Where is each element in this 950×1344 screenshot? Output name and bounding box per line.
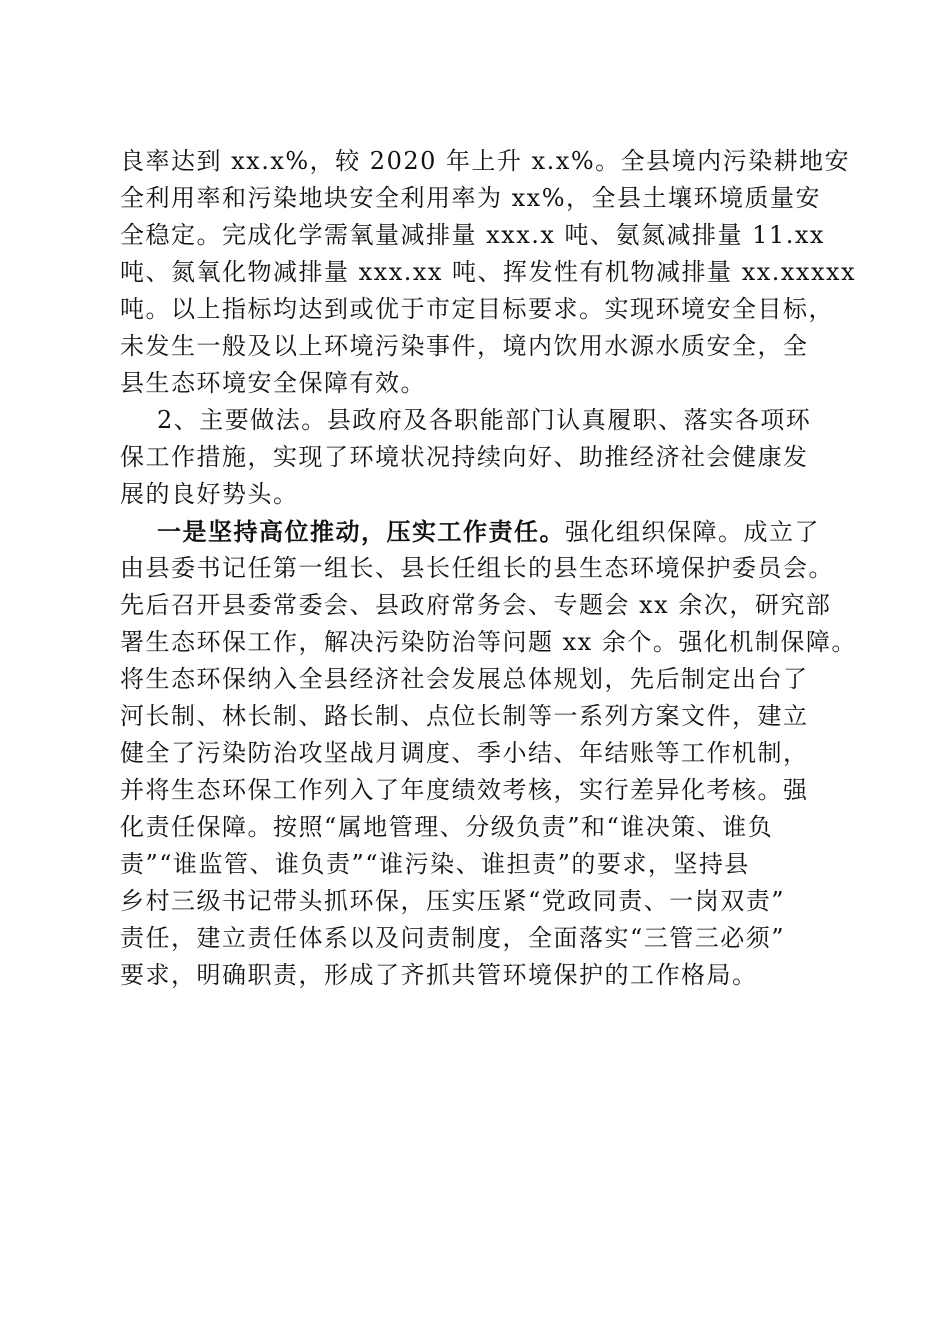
text-line: 健全了污染防治攻坚战月调度、季小结、年结账等工作机制，: [120, 739, 809, 767]
text-line: 保工作措施，实现了环境状况持续向好、助推经济社会健康发: [120, 443, 809, 471]
text-line: 吨。以上指标均达到或优于市定目标要求。实现环境安全目标，: [120, 295, 834, 323]
text-line: 河长制、林长制、路长制、点位长制等一系列方案文件，建立: [120, 702, 809, 730]
text-line: 由县委书记任第一组长、县长任组长的县生态环境保护委员会。: [120, 554, 834, 582]
text-line: 县生态环境安全保障有效。: [120, 369, 426, 397]
text-line: 并将生态环保工作列入了年度绩效考核，实行差异化考核。强: [120, 776, 809, 804]
text-line: 吨、氮氧化物减排量 xxx.xx 吨、挥发性有机物减排量 xx.xxxxx: [120, 258, 857, 286]
text-line: 要求，明确职责，形成了齐抓共管环境保护的工作格局。: [120, 961, 758, 989]
text-line: [120, 513, 832, 550]
text-line: 乡村三级书记带头抓环保，压实压紧“党政同责、一岗双责”: [120, 887, 786, 915]
text-line: 将生态环保纳入全县经济社会发展总体规划，先后制定出台了: [120, 665, 809, 693]
text-line: 全利用率和污染地块安全利用率为 xx%，全县土壤环境质量安: [120, 184, 822, 212]
text-line: 署生态环保工作，解决污染防治等问题 xx 余个。强化机制保障。: [120, 628, 857, 656]
paragraph-lead-heading: 一是坚持高位推动，压实工作责任。: [157, 517, 565, 546]
text-line: 2、主要做法。县政府及各职能部门认真履职、落实各项环: [157, 406, 812, 434]
paragraph-high-level-push: [120, 513, 857, 994]
text-line: 良率达到 xx.x%，较 2020 年上升 x.x%。全县境内污染耕地安: [120, 147, 851, 175]
text-line: 展的良好势头。: [120, 480, 299, 508]
paragraph-indicators: [120, 143, 857, 402]
text-line: 先后召开县委常委会、县政府常务会、专题会 xx 余次，研究部: [120, 591, 832, 619]
text-line: 未发生一般及以上环境污染事件，境内饮用水源水质安全，全: [120, 332, 809, 360]
text-line: 化责任保障。按照“属地管理、分级负责”和“谁决策、谁负: [120, 813, 774, 841]
text-line: 责”“谁监管、谁负责”“谁污染、谁担责”的要求，坚持县: [120, 850, 750, 878]
text-line: 全稳定。完成化学需氧量减排量 xxx.x 吨、氨氮减排量 11.xx: [120, 221, 825, 249]
text-run: 强化组织保障。成立了: [565, 518, 820, 546]
text-line: 责任，建立责任体系以及问责制度，全面落实“三管三必须”: [120, 924, 786, 952]
paragraph-main-practices: [120, 402, 832, 513]
document-page: [120, 143, 857, 994]
